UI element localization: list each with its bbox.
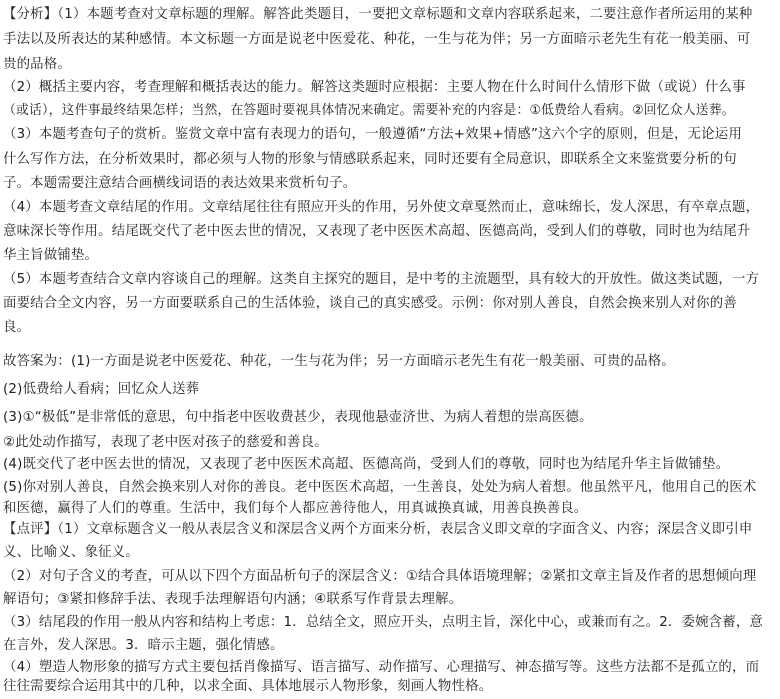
analysis-line: （2）概括主要内容，考查理解和概括表达的能力。解答这类题时应根据：主要人物在什么时间什么情形下做（或说）什么事 <box>3 80 746 95</box>
analysis-line: 华主旨做铺垫。 <box>3 248 99 263</box>
analysis-line: （或话），这件事最终结果怎样；当然，在答题时要视具体情况来确定。需要补充的内容是：①低费给人看病。②回忆众人送葬。 <box>3 103 735 118</box>
analysis-line: （5）本题考查结合文章内容谈自己的理解。这类自主探究的题目，是中考的主流题型，具有较大的开放性。做这类试题，一方 <box>3 272 760 287</box>
answer-line: 和医德，赢得了人们的尊重。生活中，我们每个人都应善待他人，用真诚换真诚，用善良换善良。 <box>3 501 588 516</box>
analysis-line: 良。 <box>3 320 31 335</box>
comment-line: 【点评】（1）文章标题含义一般从表层含义和深层含义两个方面来分析，表层含义即文章的字面含义、内容；深层含义即引申 <box>3 522 753 537</box>
analysis-line: （4）本题考查文章结尾的作用。文章结尾往往有照应开头的作用，另外使文章戛然而止，意味绵长，发人深思，有卒章点题， <box>3 200 760 215</box>
analysis-line: 【分析】（1）本题考查对文章标题的理解。解答此类题目，一要把文章标题和文章内容联系起来，二要注意作者所运用的某种 <box>3 7 753 22</box>
analysis-line: 贵的品格。 <box>3 57 71 72</box>
analysis-line: 意味深长等作用。结尾既交代了老中医去世的情况，又表现了老中医医术高超、医德高尚，受到人们的尊敬，同时也为结尾升 <box>3 224 751 239</box>
answer-line: (4)既交代了老中医去世的情况，又表现了老中医医术高超、医德高尚，受到人们的尊敬，同时也为结尾升华主旨做铺垫。 <box>3 457 730 472</box>
comment-line: 在言外，发人深思。3．暗示主题，强化情感。 <box>3 638 284 653</box>
answer-line: 故答案为：(1)一方面是说老中医爱花、种花，一生与花为伴；另一方面暗示老先生有花一般美丽、可贵的品格。 <box>3 354 675 369</box>
comment-line: （2）对句子含义的考查，可从以下四个方面品析句子的深层含义：①结合具体语境理解；②紧扣文章主旨及作者的思想倾向理 <box>3 569 757 584</box>
analysis-line: 子。本题需要注意结合画横线词语的表达效果来赏析句子。 <box>3 176 357 191</box>
comment-line: 往往需要综合运用其中的几种，以求全面、具体地展示人物形象，刻画人物性格。 <box>3 679 493 694</box>
answer-line: (5)你对别人善良，自然会换来别人对你的善良。老中医医术高超，一生善良，处处为病人着想。他虽然平凡，他用自己的医术 <box>3 480 757 495</box>
analysis-line: 面要结合全文内容，另一方面要联系自己的生活体验，谈自己的真实感受。示例：你对别人善良，自然会换来别人对你的善 <box>3 296 737 311</box>
comment-line: （3）结尾段的作用一般从内容和结构上考虑：1．总结全文，照应开头，点明主旨，深化中心，或兼而有之。2．委婉含蓄，意 <box>3 615 764 630</box>
comment-line: 解语句；③紧扣修辞手法、表现手法理解语句内涵；④联系写作背景去理解。 <box>3 592 463 607</box>
analysis-line: 什么写作方法，在分析效果时，都必须与人物的形象与情感联系起来，同时还要有全局意识，即联系全文来鉴赏要分析的句 <box>3 152 737 167</box>
answer-line: (2)低费给人看病；回忆众人送葬 <box>3 382 200 397</box>
answer-line: (3)①“极低”是非常低的意思，句中指老中医收费甚少，表现他悬壶济世、为病人着想的崇高医德。 <box>3 410 593 425</box>
analysis-line: 手法以及所表达的某种感情。本文标题一方面是说老中医爱花、种花，一生与花为伴；另一方面暗示老先生有花一般美丽、可 <box>3 32 751 47</box>
comment-line: 义、比喻义、象征义。 <box>3 545 139 560</box>
answer-line: ②此处动作描写，表现了老中医对孩子的慈爱和善良。 <box>3 435 328 450</box>
comment-line: （4）塑造人物形象的描写方式主要包括肖像描写、语言描写、动作描写、心理描写、神态描写等。这些方法都不是孤立的，而 <box>3 660 760 675</box>
analysis-line: （3）本题考查句子的赏析。鉴赏文章中富有表现力的语句，一般遵循“方法+效果+情感”这六个字的原则，但是，无论运用 <box>3 127 742 142</box>
